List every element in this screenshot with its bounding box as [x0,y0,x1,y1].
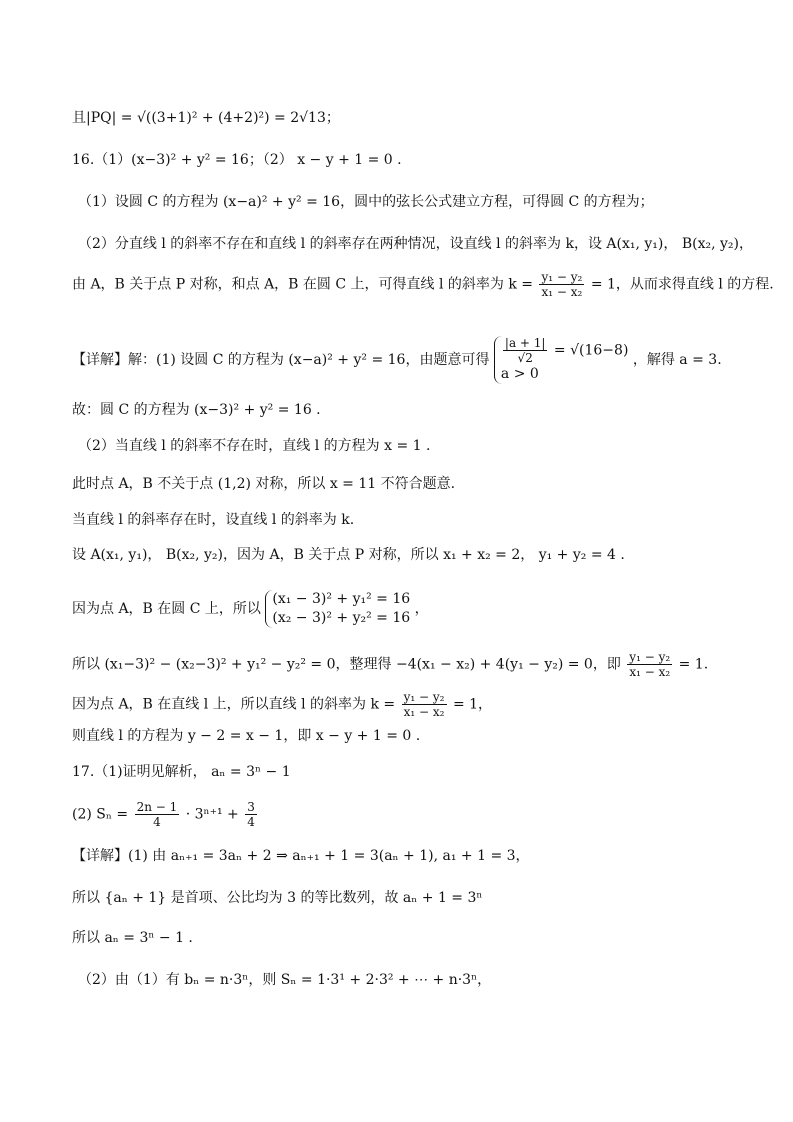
answer-17-2 [72,800,259,829]
distance-denominator: √2 [517,351,533,365]
text-line-pq: 且|PQ| = √((3+1)² + (4+2)²) = 2√13； [72,110,340,126]
distance-numerator: |a + 1| [504,336,546,350]
circle-eq-2: (x₂ − 3)² + y₂² = 16 [272,610,411,626]
sn-denominator-2: 4 [247,815,255,829]
on-circle-text-b: ， [414,601,429,617]
subtract-fraction [627,650,672,679]
conclusion-circle: 故：圆 C 的方程为 (x−3)² + y² = 16 . [72,402,321,418]
hint-2-text-b: = 1，从而求得直线 l 的方程. [590,276,774,293]
distance-rhs: = √(16−8) [553,342,629,359]
a-condition: a > 0 [500,366,539,382]
case-slope: 当直线 l 的斜率存在时，设直线 l 的斜率为 k. [72,512,355,528]
hint-2-text-a: 由 A，B 关于点 P 对称，和点 A，B 在圆 C 上，可得直线 l 的斜率为 k = [72,276,534,293]
subtract-line [72,650,708,679]
slope-text-b: = 1， [452,696,493,713]
circle-eq-1: (x₁ − 3)² + y₁² = 16 [272,591,411,607]
geometric-seq: 所以 {aₙ + 1} 是首项、公比均为 3 的等比数列，故 aₙ + 1 = 3ⁿ [72,890,483,906]
sn-denominator-1: 4 [153,815,161,829]
sn-fraction-1 [135,800,180,829]
subtract-text-b: = 1. [678,656,709,673]
detail-1-text-b: ，解得 a = 3. [632,352,722,368]
distance-fraction [503,336,548,365]
detail-1-text-a: 【详解】解：(1) 设圆 C 的方程为 (x−a)² + y² = 16，由题意可得 [72,352,490,368]
slope-text-a: 因为点 A，B 在直线 l 上，所以直线 l 的斜率为 k = [72,696,396,713]
sn-fraction-2 [245,800,257,829]
an-result: 所以 aₙ = 3ⁿ − 1 . [72,930,193,946]
distance-system [494,336,629,384]
slope-fraction [539,270,584,299]
slope2-denominator: x₁ − x₂ [403,705,445,719]
slope-denominator: x₁ − x₂ [541,285,583,299]
on-circle-text-a: 因为点 A，B 在圆 C 上，所以 [72,601,261,617]
subtract-numerator: y₁ − y₂ [629,650,671,664]
answer-16: 16.（1）(x−3)² + y² = 16；（2） x − y + 1 = 0 . [72,152,402,168]
symmetry-line: 设 A(x₁, y₁)， B(x₂, y₂)，因为 A，B 关于点 P 对称，所以 x₁ + x₂ = 2， y₁ + y₂ = 4 . [72,547,625,563]
answer-17-1: 17.（1)证明见解析， aₙ = 3ⁿ − 1 [72,764,291,780]
line-equation: 则直线 l 的方程为 y − 2 = x − 1，即 x − y + 1 = 0 . [72,728,421,744]
distance-row [501,336,629,365]
slope2-numerator: y₁ − y₂ [403,690,445,704]
circle-system [265,590,410,628]
hint-2: （2）分直线 l 的斜率不存在和直线 l 的斜率存在两种情况，设直线 l 的斜率为 k，设 A(x₁, y₁)， B(x₂, y₂)， [78,236,753,252]
on-circle-line [72,590,429,628]
sn-text-b: · 3ⁿ⁺¹ + [185,806,239,823]
subtract-denominator: x₁ − x₂ [629,665,671,679]
slope-fraction-2 [402,690,447,719]
detail-17-2: （2）由（1）有 bₙ = n·3ⁿ，则 Sₙ = 1·3¹ + 2·3² + ⋯ + n·3ⁿ， [78,972,492,988]
hint-2-cont [72,270,774,299]
slope-numerator: y₁ − y₂ [541,270,583,284]
subtract-text-a: 所以 (x₁−3)² − (x₂−3)² + y₁² − y₂² = 0，整理得 −4(x₁ − x₂) + 4(y₁ − y₂) = 0，即 [72,656,621,673]
slope-line [72,690,492,719]
case-no-slope-reject: 此时点 A，B 不关于点 (1,2) 对称，所以 x = 11 不符合题意. [72,476,456,492]
sn-numerator-2: 3 [247,800,255,814]
case-no-slope: （2）当直线 l 的斜率不存在时，直线 l 的方程为 x = 1 . [78,438,431,454]
hint-1: （1）设圆 C 的方程为 (x−a)² + y² = 16，圆中的弦长公式建立方程，可得圆 C 的方程为； [78,194,654,210]
sn-numerator-1: 2n − 1 [136,800,178,814]
detail-17-1: 【详解】(1) 由 aₙ₊₁ = 3aₙ + 2 ⇒ aₙ₊₁ + 1 = 3(aₙ + 1), a₁ + 1 = 3， [72,848,530,864]
detail-1 [72,336,722,384]
sn-text-a: (2) Sₙ = [72,806,129,823]
